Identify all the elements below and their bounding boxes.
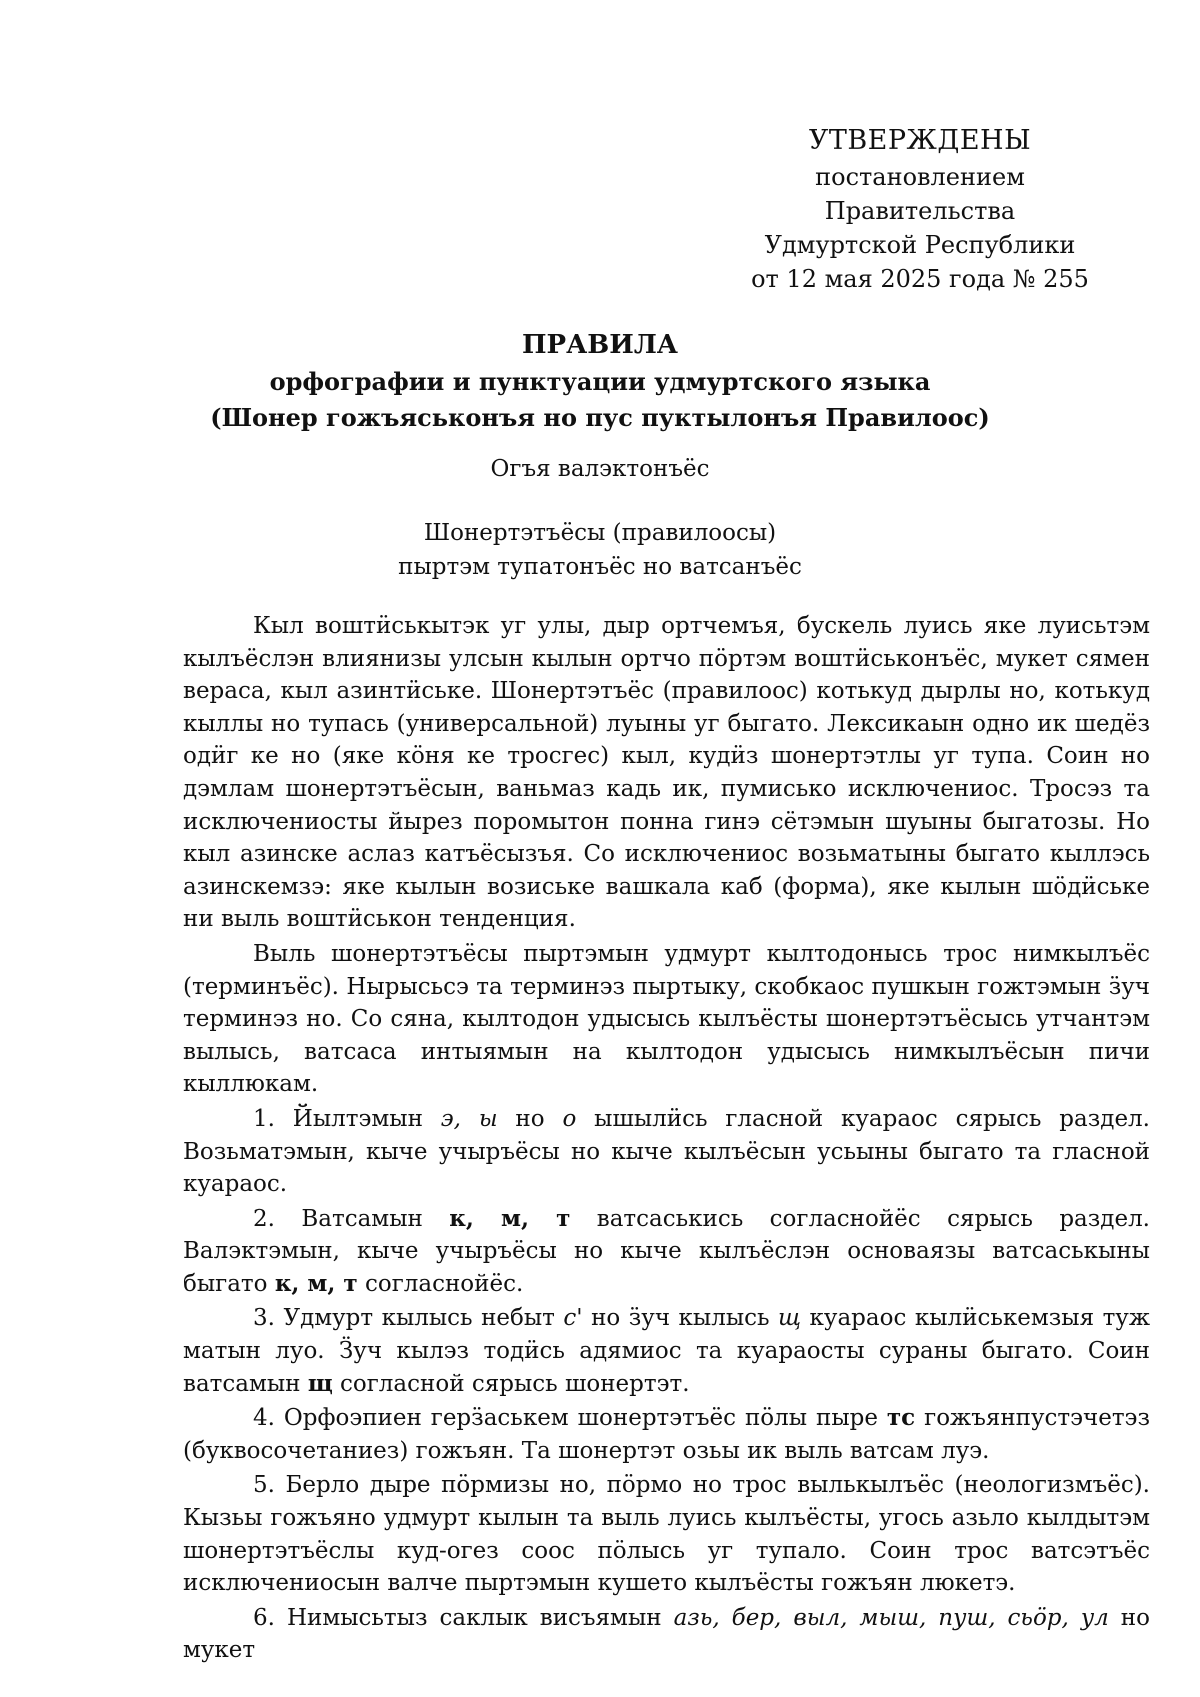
- item-text: Нимысьтыз саклык висъямын: [274, 1604, 674, 1631]
- item-text: согласнойёс.: [357, 1270, 524, 1297]
- italic-term: азь, бер, выл, мыш, пуш, сьӧр, ул: [673, 1604, 1109, 1631]
- item-text: но ӟуч кылысь: [582, 1305, 779, 1332]
- numbered-item-1: [183, 1103, 1150, 1201]
- item-number: 1.: [253, 1105, 275, 1132]
- item-text: Берло дыре пӧрмизы но, пӧрмо но трос вылькылъёс (неологизмъёс). Кызьы гожъяно удмурт кылын та выль луись кылъёсты, угось азьло кылдытэм шонертэтъёслы куд-огез соос пӧлысь уг тупало. Соин трос ватсэтъёс исключениосын валче пыртэмын кушето кылъёсты гожъян люкетэ.: [183, 1472, 1150, 1597]
- item-number: 6.: [253, 1604, 275, 1631]
- numbered-item-4: [183, 1402, 1150, 1467]
- bold-term: тс: [886, 1404, 916, 1432]
- item-text: Удмурт кылысь небыт: [274, 1305, 564, 1332]
- approval-line-republic: Удмуртской Республики: [764, 231, 1076, 259]
- approval-title: УТВЕРЖДЕНЫ: [808, 125, 1032, 156]
- numbered-item-5: [183, 1469, 1150, 1599]
- item-text: Орфоэпиен герӟаськем шонертэтъёс пӧлы пыре: [274, 1405, 887, 1432]
- numbered-item-2: [183, 1203, 1150, 1301]
- numbered-item-6: [183, 1602, 1150, 1667]
- section-heading: Огъя валэктонъёс: [490, 456, 710, 482]
- item-text: согласной сярысь шонертэт.: [332, 1370, 690, 1397]
- item-text: Йылтэмын: [274, 1105, 441, 1132]
- title-block: [100, 326, 1100, 584]
- item-text: но: [497, 1105, 563, 1132]
- item-text: гожъянпустэчетэз (буквосочетаниез) гожъян. Та шонертэт озьы ик выль ватсам луэ.: [183, 1405, 1150, 1464]
- item-text: ышылӥсь гласной куараос сярысь раздел. Возьматэмын, кыче учыръёсы но кыче кылъёсын усьыны быгато та гласной куараос.: [183, 1105, 1150, 1198]
- document-body: [183, 610, 1150, 1669]
- numbered-item-3: [183, 1302, 1150, 1400]
- item-number: 4.: [253, 1405, 275, 1432]
- approval-stamp: [720, 124, 1120, 296]
- bold-term: щ: [307, 1369, 333, 1397]
- item-text: Ватсамын: [274, 1205, 450, 1232]
- subsection-heading-line2: пыртэм тупатонъёс но ватсанъёс: [398, 554, 802, 580]
- item-number: 5.: [253, 1472, 275, 1499]
- item-text: ватсаськись согласнойёс сярысь раздел. Валэктэмын, кыче учыръёсы но кыче кылъёслэн основаязы ватсаськыны быгато: [183, 1205, 1150, 1297]
- italic-term: о: [562, 1105, 577, 1132]
- italic-term: э, ы: [440, 1105, 498, 1132]
- bold-term: к, м, т: [449, 1204, 571, 1232]
- document-title: ПРАВИЛА: [522, 330, 678, 360]
- approval-line-date: от 12 мая 2025 года № 255: [751, 265, 1089, 293]
- item-number: 2.: [253, 1205, 275, 1232]
- item-text: куараос кылӥськемзыя туж матын луо. Ӟуч кылэз тодӥсь адямиос та куараосты сураны быгато. Соин ватсамын: [183, 1305, 1150, 1397]
- bold-term: к, м, т: [274, 1269, 358, 1297]
- italic-term: щ: [778, 1305, 802, 1332]
- subsection-heading-line1: Шонертэтъёсы (правилоосы): [423, 520, 777, 546]
- item-text: но мукет: [183, 1604, 1150, 1664]
- approval-line-decree: постановлением Правительства: [815, 163, 1025, 225]
- paragraph: Выль шонертэтъёсы пыртэмын удмурт кылтодонысь трос нимкылъёс (терминъёс). Нырысьсэ та терминэз пыртыку, скобкаос пушкын гожтэмын ӟуч терминэз но. Со сяна, кылтодон удысысь кылъёсты шонертэтъёсысь утчантэм вылысь, ватсаса интыямын на кылтодон удысысь нимкылъёсын пичи кыллюкам.: [183, 940, 1150, 1098]
- italic-term: с': [563, 1305, 583, 1332]
- item-number: 3.: [253, 1305, 275, 1332]
- paragraph: Кыл воштӥськытэк уг улы, дыр ортчемъя, бускель луись яке луисьтэм кылъёслэн влиянизы улсын кылын ортчо пӧртэм воштӥськонъёс, мукет сямен вераса, кыл азинтӥське. Шонертэтъёс (правилоос) котькуд дырлы но, котькуд кыллы но тупась (универсальной) луыны уг быгато. Лексикаын одно ик шедёз одӥг ке но (яке кӧня ке тросгес) кыл, кудӥз шонертэтлы уг тупа. Соин но дэмлам шонертэтъёсын, ваньмаз кадь ик, пумисько исключениос. Тросэз та исключениосты йырез поромытон понна гинэ сётэмын шуыны быгатозы. Но кыл азинске аслаз катъёсызъя. Со исключениос возьматыны быгато кыллэсь азинскемзэ: яке кылын возиське вашкала каб (форма), яке кылын шӧдӥське ни выль воштӥськон тенденция.: [183, 613, 1150, 933]
- document-subtitle-russian: орфографии и пунктуации удмуртского языка: [269, 367, 931, 396]
- document-subtitle-udmurt: (Шонер гожъяськонъя но пус пуктылонъя Правилоос): [210, 403, 990, 432]
